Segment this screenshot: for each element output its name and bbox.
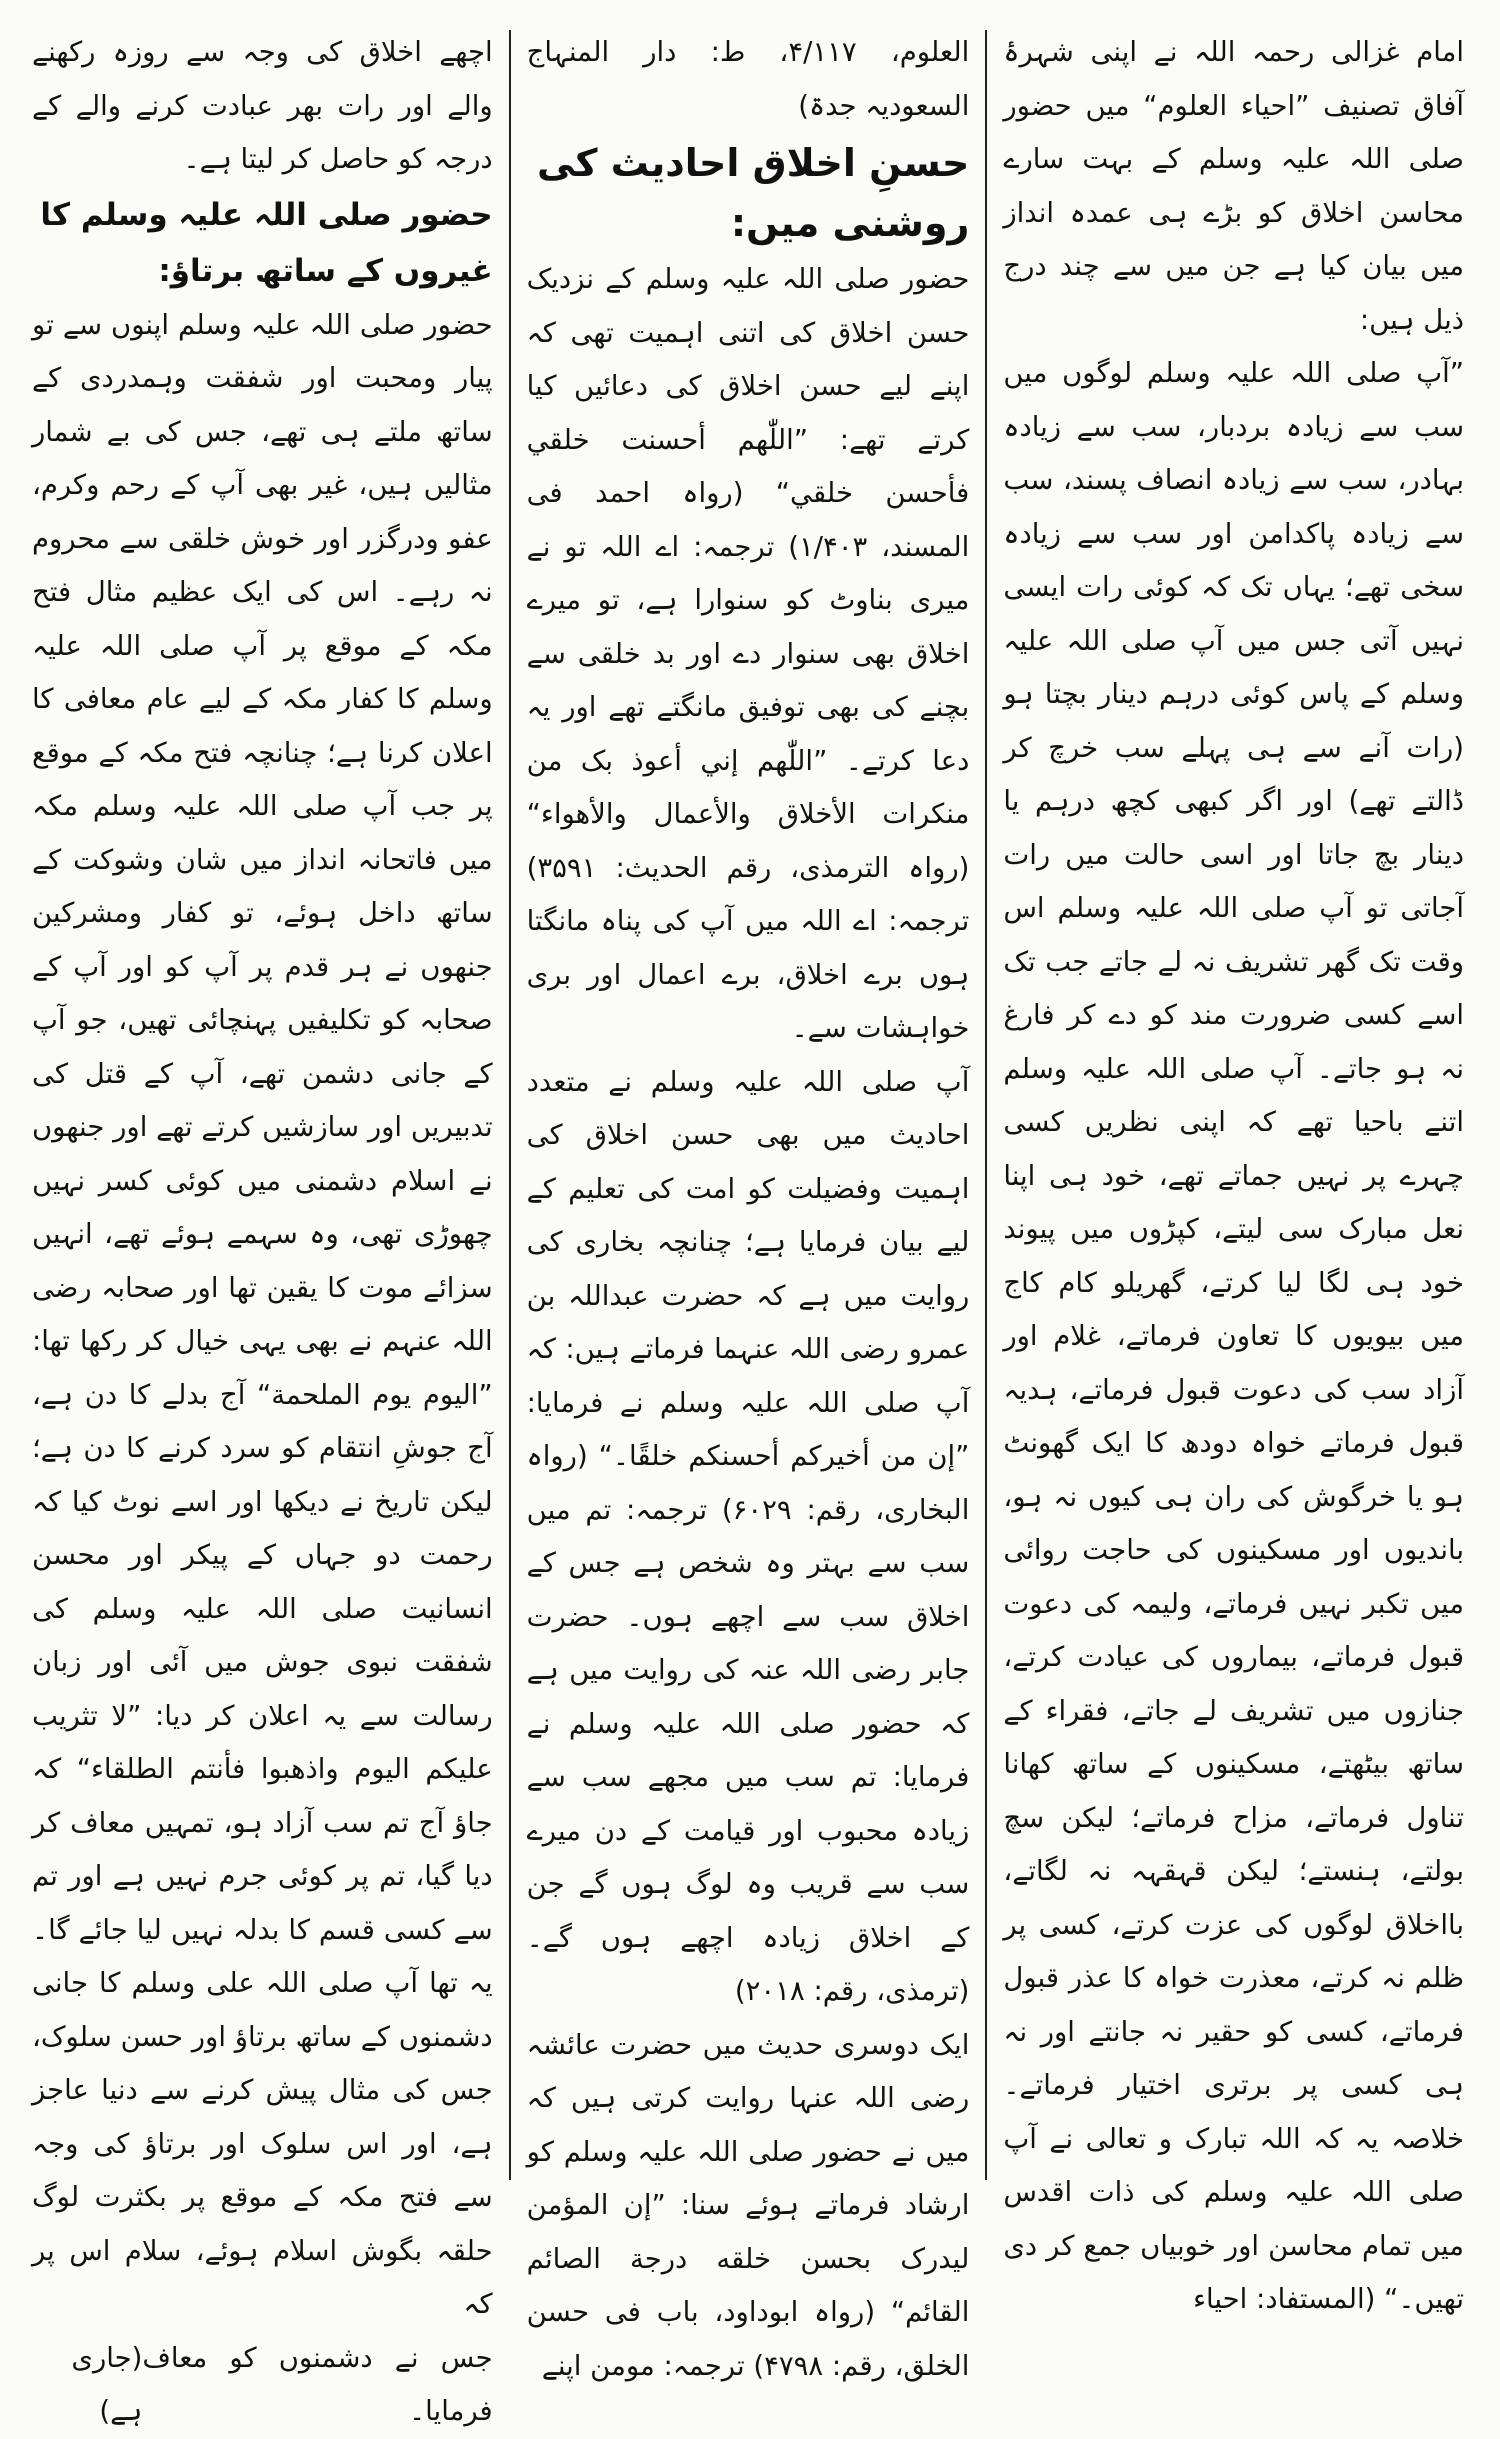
aisha-hadith-paragraph: ایک دوسری حدیث میں حضرت عائشہ رضی اللہ عنہا روایت کرتی ہیں کہ میں نے حضور صلی اللہ علیہ وسلم کو ارشاد فرماتے ہوئے سنا: ”إن المؤمن لیدرک بحسن خلقه درجة الصائم القائم“ (رواہ ابوداود، باب فی حسن الخلق، رقم: ۴۷۹۸) ترجمہ: مومن اپنے: [526, 2028, 970, 2382]
continuation-paragraph: اچھے اخلاق کی وجہ سے روزہ رکھنے والے اور رات بھر عبادت کرنے والے کے درجہ کو حاصل کر لیتا ہے۔: [31, 36, 493, 175]
closing-line: [32, 2332, 493, 2439]
dua-paragraph: حضور صلی اللہ علیہ وسلم کے نزدیک حسن اخلاق کی اتنی اہمیت تھی کہ اپنے لیے حسن اخلاق کی دعائیں کیا کرتے تھے: ”اللّٰھم أحسنت خلقي فأحسن خلقي“ (رواہ احمد فی المسند، ۱/۴۰۳) ترجمہ: اے اللہ تو نے میری بناوٹ کو سنوارا ہے، تو میرے اخلاق بھی سنوار دے اور بد خلقی سے بچنے کی بھی توفیق مانگتے تھے اور یہ دعا کرتے۔ ”اللّٰھم إني أعوذ بک من منکرات الأخلاق والأعمال والأھواء“ (رواہ الترمذی، رقم الحدیث: ۳۵۹۱) ترجمہ: اے اللہ میں آپ کی پناہ مانگتا ہوں برے اخلاق، برے اعمال اور بری خواہشات سے۔: [526, 263, 970, 1044]
hadith-paragraph: آپ صلی اللہ علیہ وسلم نے متعدد احادیث میں بھی حسن اخلاق کی اہمیت وفضیلت کو امت کی تعلیم کے لیے بیان فرمایا ہے؛ چنانچہ بخاری کی روایت میں ہے کہ حضرت عبداللہ بن عمرو رضی اللہ عنہما فرماتے ہیں: کہ آپ صلی اللہ علیہ وسلم نے فرمایا: ”إن من أخیرکم أحسنکم خلقًا۔“ (رواہ البخاری، رقم: ۶۰۲۹) ترجمہ: تم میں سب سے بہتر وہ شخص ہے جس کے اخلاق سب سے اچھے ہوں۔ حضرت جابر رضی اللہ عنہ کی روایت میں ہے کہ حضور صلی اللہ علیہ وسلم نے فرمایا: تم سب میں مجھے سب سے زیادہ محبوب اور قیامت کے دن میرے سب سے قریب وہ لوگ ہوں گے جن کے اخلاق زیادہ اچھے ہوں گے۔ (ترمذی، رقم: ۲۰۱۸): [526, 1065, 970, 2007]
ghazali-quote-paragraph: ”آپ صلی اللہ علیہ وسلم لوگوں میں سب سے زیادہ بردبار، سب سے زیادہ بہادر، سب سے زیادہ انصاف پسند، سب سے زیادہ پاکدامن اور سب سے زیادہ سخی تھے؛ یہاں تک کہ کوئی رات ایسی نہیں آتی جس میں آپ صلی اللہ علیہ وسلم کے پاس کوئی درہم دینار بچتا ہو (رات آنے سے ہی پہلے سب خرچ کر ڈالتے تھے) اور اگر کبھی کچھ درہم یا دینار بچ جاتا اور اسی حالت میں رات آجاتی تو آپ صلی اللہ علیہ وسلم اس وقت تک گھر تشریف نہ لے جاتے جب تک اسے کسی ضرورت مند کو دے کر فارغ نہ ہو جاتے۔ آپ صلی اللہ علیہ وسلم اتنے باحیا تھے کہ اپنی نظریں کسی چہرے پر نہیں جماتے تھے، خود ہی اپنا نعل مبارک سی لیتے، کپڑوں میں پیوند خود ہی لگا لیا کرتے، گھریلو کام کاج میں بیویوں کا تعاون فرماتے، غلام اور آزاد سب کی دعوت قبول فرماتے، ہدیہ قبول فرماتے خواہ دودھ کا ایک گھونٹ ہو یا خرگوش کی ران ہی کیوں نہ ہو، باندیوں اور مسکینوں کی حاجت روائی میں تکبر نہیں فرماتے، ولیمہ کی دعوت قبول فرماتے، بیماروں کی عیادت کرتے، جنازوں میں تشریف لے جاتے، فقراء کے ساتھ بیٹھتے، مسکینوں کے ساتھ کھانا تناول فرماتے، مزاح فرماتے؛ لیکن سچ بولتے، ہنستے؛ لیکن قہقہہ نہ لگاتے، بااخلاق لوگوں کی عزت کرتے، کسی پر ظلم نہ کرتے، معذرت خواہ کا عذر قبول فرماتے، کسی کو حقیر نہ جانتے اور نہ ہی کسی پر برتری اختیار فرماتے۔ خلاصہ یہ کہ اللہ تبارک و تعالی نے آپ صلی اللہ علیہ وسلم کی ذات اقدس میں تمام محاسن اور خوبیاں جمع کر دی تھیں۔“ (المستفاد: احیاء: [1003, 357, 1464, 2315]
section-heading-hadith: حسنِ اخلاق احادیث کی روشنی میں:: [536, 141, 970, 245]
column-middle: [511, 26, 986, 2382]
intro-paragraph: امام غزالی رحمہ اللہ نے اپنی شہرۂ آفاق تصنیف ”احیاء العلوم“ میں حضور صلی اللہ علیہ وسلم کے بہت سارے محاسن اخلاق کو بڑے ہی عمدہ انداز میں بیان کیا ہے جن میں سے چند درج ذیل ہیں:: [1003, 36, 1464, 336]
fath-makkah-paragraph: حضور صلی اللہ علیہ وسلم اپنوں سے تو پیار ومحبت اور شفقت وہمدردی کے ساتھ ملتے ہی تھے، جس کی بے شمار مثالیں ہیں، غیر بھی آپ کے رحم وکرم، عفو ودرگزر اور خوش خلقی سے محروم نہ رہے۔ اس کی ایک عظیم مثال فتح مکہ کے موقع پر آپ صلی اللہ علیہ وسلم کا کفار مکہ کے لیے عام معافی کا اعلان کرنا ہے؛ چنانچہ فتح مکہ کے موقع پر جب آپ صلی اللہ علیہ وسلم مکہ میں فاتحانہ انداز میں شان وشوکت کے ساتھ داخل ہوئے، تو کفار ومشرکین جنھوں نے ہر قدم پر آپ کو اور آپ کے صحابہ کو تکلیفیں پہنچائی تھیں، جو آپ کے جانی دشمن تھے، آپ کے قتل کی تدبیریں اور سازشیں کرتے تھے اور جنھوں نے اسلام دشمنی میں کوئی کسر نہیں چھوڑی تھی، وہ سہمے ہوئے تھے، انہیں سزائے موت کا یقین تھا اور صحابہ رضی اللہ عنہم نے بھی یہی خیال کر رکھا تھا: ”الیوم یوم الملحمة“ آج بدلے کا دن ہے، آج جوشِ انتقام کو سرد کرنے کا دن ہے؛ لیکن تاریخ نے دیکھا اور اسے نوٹ کیا کہ رحمت دو جہاں کے پیکر اور محسن انسانیت صلی اللہ علیہ وسلم کی شفقت نبوی جوش میں آئی اور زبان رسالت سے یہ اعلان کر دیا: ”لا تثریب علیکم الیوم واذھبوا فأنتم الطلقاء“ کہ جاؤ آج تم سب آزاد ہو، تمہیں معاف کر دیا گیا، تم پر کوئی جرم نہیں ہے اور تم سے کسی قسم کا بدلہ نہیں لیا جائے گا۔ یہ تھا آپ صلی اللہ علی وسلم کا جانی دشمنوں کے ساتھ برتاؤ اور حسن سلوک، جس کی مثال پیش کرنے سے دنیا عاجز ہے، اور اس سلوک اور برتاؤ کی وجہ سے فتح مکہ کے موقع پر بکثرت لوگ حلقہ بگوش اسلام ہوئے، سلام اس پر کہ: [31, 308, 493, 2320]
section-heading-conduct: حضور صلی اللہ علیہ وسلم کا غیروں کے ساتھ برتاؤ:: [40, 196, 493, 289]
column-right: [987, 26, 1478, 2315]
continued-label: (جاری ہے): [71, 2341, 143, 2427]
column-left: [22, 26, 509, 2427]
closing-text: جس نے دشمنوں کو معاف فرمایا۔: [142, 2341, 493, 2427]
reference-line: العلوم، ۴/۱۱۷، ط: دار المنہاج السعودیہ جدۃ): [526, 36, 970, 122]
